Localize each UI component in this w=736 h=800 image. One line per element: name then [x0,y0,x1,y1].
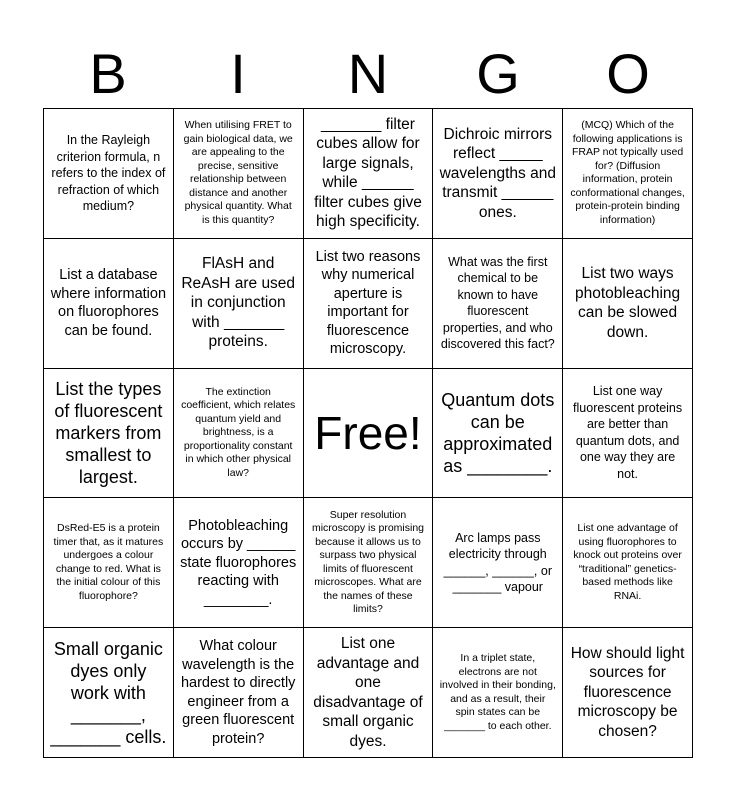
cell-text: The extinction coefficient, which relates quantum yield and brightness, is a proportionality constant in which other physical law? [181,385,296,479]
cell-text: DsRed-E5 is a protein timer that, as it matures undergoes a colour change to red. What is the initial colour of this fluorophore? [53,522,164,602]
bingo-cell[interactable] [44,369,174,499]
cell-text: (MCQ) Which of the following applications is FRAP not typically used for? (Diffusion information, protein conformational changes, protein-protein binding information) [570,119,685,226]
bingo-cell[interactable] [174,498,304,628]
bingo-cell[interactable] [433,109,563,239]
cell-text: Super resolution microscopy is promising because it allows us to surpass two physical limits of fluorescent microscopes. What are the names of these limits? [311,508,424,616]
header-letter-o: O [606,42,650,105]
cell-text: In the Rayleigh criterion formula, n refers to the index of refraction of which medium? [51,133,166,214]
cell-text: List the types of fluorescent markers from smallest to largest. [54,378,163,487]
bingo-cell[interactable] [433,498,563,628]
bingo-cell[interactable] [433,628,563,758]
header-letter-n: N [347,42,389,105]
header-letter-b: B [89,42,127,105]
bingo-cell[interactable] [563,109,693,239]
cell-text: What was the first chemical to be known to have fluorescent properties, and who discovered this fact? [440,254,555,352]
cell-text: List one advantage and one disadvantage of small organic dyes. [313,635,423,750]
bingo-cell[interactable] [174,109,304,239]
cell-text: When utilising FRET to gain biological data, we are appealing to the precise, sensitive relationship between distance and another physical quantity. What is this quantity? [183,119,293,226]
bingo-cell[interactable] [174,628,304,758]
free-cell[interactable] [304,369,434,499]
cell-text: Arc lamps pass electricity through ______, ______, or _______ vapour [443,530,552,595]
bingo-cell[interactable] [44,109,174,239]
bingo-cell[interactable] [563,628,693,758]
cell-text: List one way fluorescent proteins are better than quantum dots, and one way they are not. [573,384,683,481]
cell-text: Quantum dots can be approximated as ________. [441,389,555,476]
bingo-cell[interactable] [304,498,434,628]
bingo-cell[interactable] [304,109,434,239]
header-letter-g: G [476,42,520,105]
bingo-cell[interactable] [304,239,434,369]
bingo-cell[interactable] [433,369,563,499]
bingo-cell[interactable] [563,239,693,369]
cell-text: Dichroic mirrors reflect _____ wavelengths and transmit ______ ones. [439,125,556,221]
bingo-cell[interactable] [563,498,693,628]
cell-text: Small organic dyes only work with _______, _______ cells. [50,638,167,747]
cell-text: What colour wavelength is the hardest to directly engineer from a green fluorescent protein? [180,638,296,747]
bingo-cell[interactable] [44,498,174,628]
bingo-grid [43,108,693,758]
free-space-text: Free! [314,406,422,459]
cell-text: FlAsH and ReAsH are used in conjunction with _______ proteins. [181,255,296,351]
cell-text: List a database where information on fluorophores can be found. [50,267,167,339]
bingo-cell[interactable] [563,369,693,499]
bingo-cell[interactable] [174,369,304,499]
cell-text: List one advantage of using fluorophores to knock out proteins over “traditional” genetics-based methods like RNAi. [573,522,682,602]
bingo-header [43,40,693,108]
cell-text: _______ filter cubes allow for large signals, while ______ filter cubes give high specificity. [314,115,422,231]
cell-text: In a triplet state, electrons are not involved in their bonding, and as a result, their spin states can be _______ to each other. [439,652,556,732]
bingo-cell[interactable] [44,239,174,369]
bingo-cell[interactable] [433,239,563,369]
cell-text: List two ways photobleaching can be slowed down. [575,265,681,341]
header-letter-i: I [230,42,246,105]
cell-text: How should light sources for fluorescence microscopy be chosen? [570,644,685,740]
cell-text: List two reasons why numerical aperture is important for fluorescence microscopy. [315,248,421,358]
bingo-cell[interactable] [174,239,304,369]
cell-text: Photobleaching occurs by ______ state fluorophores reacting with ________. [180,517,297,608]
bingo-cell[interactable] [44,628,174,758]
bingo-cell[interactable] [304,628,434,758]
